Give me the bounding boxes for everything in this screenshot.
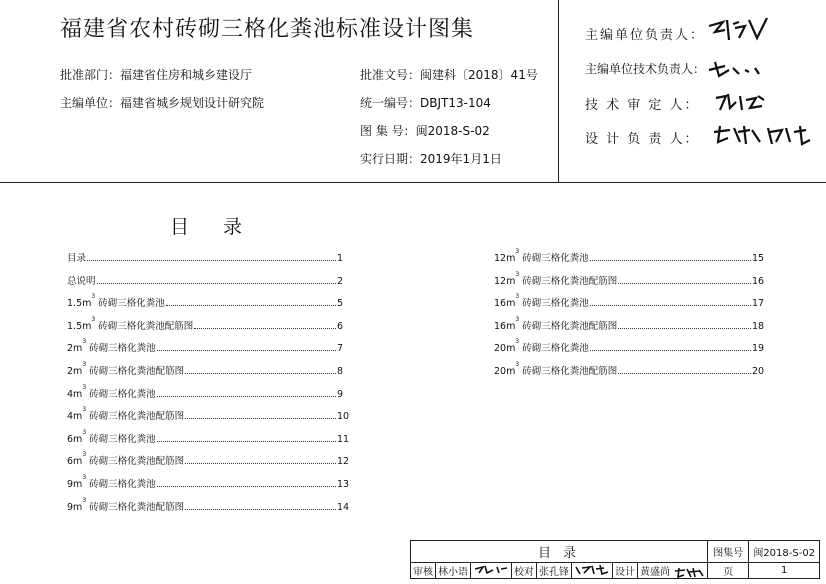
toc-entry-page: 7	[337, 343, 344, 355]
unified-no-row	[360, 94, 491, 111]
toc-leader-dots	[185, 372, 336, 374]
review-label: 审核	[411, 563, 436, 579]
check-label: 校对	[512, 563, 537, 579]
tech-review-signature	[712, 88, 772, 114]
toc-entry-page: 14	[337, 501, 350, 513]
toc-entry-unit: $m^3$	[506, 293, 520, 310]
toc-leader-dots	[185, 508, 336, 510]
toc-entry-label: 砖砌三格化粪池	[522, 253, 589, 264]
chief-unit-label: 主编单位：	[60, 96, 121, 110]
toc-entry-page: 19	[752, 343, 765, 355]
toc-entry-title	[67, 250, 86, 264]
toc-entry-volume: 16	[494, 298, 507, 310]
toc-entry-title	[67, 496, 185, 513]
toc-entry-unit: $m^3$	[73, 428, 87, 445]
toc-entry-volume: 12	[494, 275, 507, 287]
atlas-title: 福建省农村砖砌三格化粪池标准设计图集	[60, 17, 475, 42]
toc-entry-unit: $m^3$	[82, 315, 96, 332]
toc-entry-label: 砖砌三格化粪池配筋图	[89, 366, 185, 377]
toc-entry-volume: 4	[67, 411, 74, 423]
unified-no-label: 统一编号：	[360, 96, 421, 110]
toc-leader-dots	[166, 304, 336, 306]
toc-entry-volume: 12	[494, 253, 507, 264]
toc-entry-volume: 9	[67, 501, 74, 513]
toc-entry-page: 15	[752, 253, 765, 264]
toc-entry-volume: 16	[494, 320, 507, 332]
toc-entry-label: 总说明	[67, 275, 96, 287]
toc-leader-dots	[157, 395, 336, 397]
designer-cell	[638, 563, 708, 579]
page-label: 页	[708, 563, 749, 579]
toc-entry-title	[67, 363, 184, 377]
toc-entry-volume: 20	[494, 366, 507, 377]
reviewer-signature	[471, 563, 512, 579]
toc-entry-unit: $m^3$	[73, 474, 87, 490]
toc-leader-dots	[97, 282, 336, 284]
toc-entry-label: 砖砌三格化粪池	[522, 298, 589, 310]
toc-entry-page: 5	[337, 298, 344, 310]
toc-entry	[67, 295, 351, 309]
chief-unit-value: 福建省城乡规划设计研究院	[120, 96, 265, 110]
toc-entry-label: 砖砌三格化粪池	[89, 388, 156, 400]
header-bottom-border	[0, 182, 826, 183]
toc-entry-title	[67, 315, 194, 332]
design-head-label: 设 计 负 责 人：	[585, 132, 700, 147]
toc-entry-volume: 6	[67, 433, 74, 445]
toc-entry-label: 砖砌三格化粪池配筋图	[522, 275, 618, 287]
toc-leader-dots	[618, 327, 751, 329]
toc-entry	[494, 340, 766, 354]
drawing-title-block	[410, 540, 820, 579]
toc-entry	[67, 428, 351, 445]
toc-leader-dots	[157, 485, 336, 487]
toc-leader-dots	[590, 304, 751, 306]
toc-entry-title	[67, 453, 184, 467]
designer-name: 黄盛尚	[640, 567, 670, 578]
toc-heading: 目 录	[170, 216, 257, 238]
toc-entry-unit: $m^3$	[73, 496, 87, 513]
toc-entry-label: 砖砌三格化粪池	[89, 433, 156, 445]
design-label: 设计	[613, 563, 638, 579]
toc-entry-volume: 20	[494, 343, 507, 355]
tech-head-label: 主编单位技术负责人：	[585, 62, 706, 76]
toc-entry-title	[67, 273, 96, 287]
toc-entry-page: 1	[337, 253, 344, 264]
effective-date-label: 实行日期：	[360, 152, 421, 166]
toc-entry	[494, 315, 766, 332]
toc-leader-dots	[87, 259, 336, 261]
toc-entry	[494, 270, 766, 287]
toc-entry	[67, 250, 351, 264]
toc-entry-volume: 1.5	[67, 320, 83, 332]
toc-entry	[67, 363, 351, 377]
toc-entry-label: 砖砌三格化粪池	[89, 343, 156, 355]
toc-entry-label: 砖砌三格化粪池配筋图	[98, 320, 194, 332]
toc-entry-page: 16	[752, 275, 765, 287]
toc-entry-page: 18	[752, 320, 765, 332]
toc-entry-label: 目录	[67, 253, 87, 264]
toc-leader-dots	[618, 282, 751, 284]
toc-entry	[494, 363, 766, 377]
toc-entry-page: 8	[337, 366, 344, 377]
unit-head-label: 主编单位负责人：	[585, 28, 706, 43]
toc-entry-page: 10	[337, 411, 350, 423]
toc-entry-label: 砖砌三格化粪池配筋图	[522, 366, 618, 377]
toc-entry-volume: 6	[67, 456, 74, 468]
approval-no-label: 批准文号：	[360, 68, 421, 82]
toc-leader-dots	[185, 417, 336, 419]
toc-entry-page: 20	[752, 366, 765, 377]
toc-entry-page: 17	[752, 298, 765, 310]
design-head-signature	[710, 120, 820, 148]
approval-dept-row	[60, 66, 252, 83]
title-block-atlas-label: 图集号	[708, 541, 749, 563]
atlas-no-label: 图 集 号：	[360, 124, 416, 138]
toc-entry-title	[67, 383, 156, 400]
toc-entry	[494, 295, 766, 309]
toc-leader-dots	[618, 372, 751, 374]
toc-entry-unit: $m^3$	[82, 293, 96, 310]
atlas-no-row	[360, 122, 490, 139]
toc-entry-page: 12	[337, 456, 350, 468]
approval-no-value: 闽建科〔2018〕41号	[420, 68, 538, 82]
toc-entry	[67, 408, 351, 422]
toc-leader-dots	[185, 462, 336, 464]
toc-entry-page: 9	[337, 388, 344, 400]
toc-entry-title	[494, 270, 618, 287]
toc-entry-unit: $m^3$	[506, 270, 520, 287]
toc-entry-unit: $m^3$	[506, 315, 520, 332]
toc-entry-title	[494, 250, 589, 264]
checker-name: 张孔锋	[537, 563, 572, 579]
toc-entry-volume: 2	[67, 343, 74, 355]
title-block-name: 目 录	[411, 541, 708, 563]
toc-entry-unit: $m^3$	[73, 406, 87, 423]
unit-head-signature	[705, 14, 775, 44]
approval-no-row	[360, 66, 538, 83]
effective-date-value: 2019年1月1日	[420, 152, 502, 166]
toc-entry	[67, 476, 351, 490]
toc-entry-title	[494, 315, 618, 332]
unified-no-value: DBJT13-104	[420, 96, 491, 110]
toc-leader-dots	[590, 349, 751, 351]
toc-entry-page: 6	[337, 320, 344, 332]
toc-entry-page: 13	[337, 479, 350, 490]
toc-entry-volume: 4	[67, 388, 74, 400]
toc-entry-title	[67, 340, 156, 354]
toc-entry-unit: $m^3$	[506, 361, 520, 377]
tech-review-label: 技 术 审 定 人：	[585, 98, 700, 113]
toc-entry-title	[494, 295, 589, 309]
toc-entry	[494, 250, 766, 264]
tech-head-signature	[705, 56, 775, 80]
toc-entry-title	[67, 408, 184, 422]
toc-entry-title	[67, 428, 156, 445]
toc-entry	[67, 496, 351, 513]
header-divider	[558, 0, 559, 182]
designer-signature	[673, 566, 705, 578]
toc-entry-unit: $m^3$	[73, 451, 87, 468]
toc-entry	[67, 383, 351, 400]
toc-entry-unit: $m^3$	[506, 338, 520, 355]
toc-entry-unit: $m^3$	[73, 361, 87, 377]
toc-entry-page: 11	[337, 433, 350, 445]
toc-entry-label: 砖砌三格化粪池配筋图	[89, 501, 185, 513]
toc-entry-unit: $m^3$	[73, 338, 87, 355]
toc-entry-volume: 1.5	[67, 298, 83, 310]
toc-entry-volume: 2	[67, 366, 74, 377]
toc-entry-page: 2	[337, 275, 344, 287]
toc-leader-dots	[157, 440, 336, 442]
toc-entry-label: 砖砌三格化粪池配筋图	[89, 456, 185, 468]
toc-entry-unit: $m^3$	[506, 248, 520, 264]
title-block-atlas-no: 闽2018-S-02	[749, 541, 820, 563]
page-number: 1	[749, 563, 820, 579]
toc-entry-title	[494, 363, 617, 377]
toc-leader-dots	[157, 349, 336, 351]
toc-leader-dots	[590, 259, 751, 261]
toc-entry-label: 砖砌三格化粪池配筋图	[89, 411, 185, 423]
toc-entry-title	[67, 476, 156, 490]
toc-entry	[67, 273, 351, 287]
toc-entry	[67, 340, 351, 354]
toc-entry-title	[67, 295, 165, 309]
approval-dept-value: 福建省住房和城乡建设厅	[120, 68, 253, 82]
reviewer-name: 林小语	[436, 563, 471, 579]
checker-signature	[572, 563, 613, 579]
toc-entry-label: 砖砌三格化粪池	[98, 298, 165, 310]
approval-dept-label: 批准部门：	[60, 68, 121, 82]
chief-unit-row	[60, 94, 264, 111]
toc-entry-title	[494, 340, 589, 354]
toc-leader-dots	[194, 327, 336, 329]
toc-entry	[67, 315, 351, 332]
toc-entry-label: 砖砌三格化粪池	[89, 479, 156, 490]
toc-entry-label: 砖砌三格化粪池	[522, 343, 589, 355]
toc-entry-volume: 9	[67, 479, 74, 490]
toc-entry-unit: $m^3$	[73, 383, 87, 400]
atlas-no-value: 闽2018-S-02	[415, 124, 490, 138]
toc-entry-label: 砖砌三格化粪池配筋图	[522, 320, 618, 332]
toc-entry	[67, 453, 351, 467]
effective-date-row	[360, 150, 502, 167]
